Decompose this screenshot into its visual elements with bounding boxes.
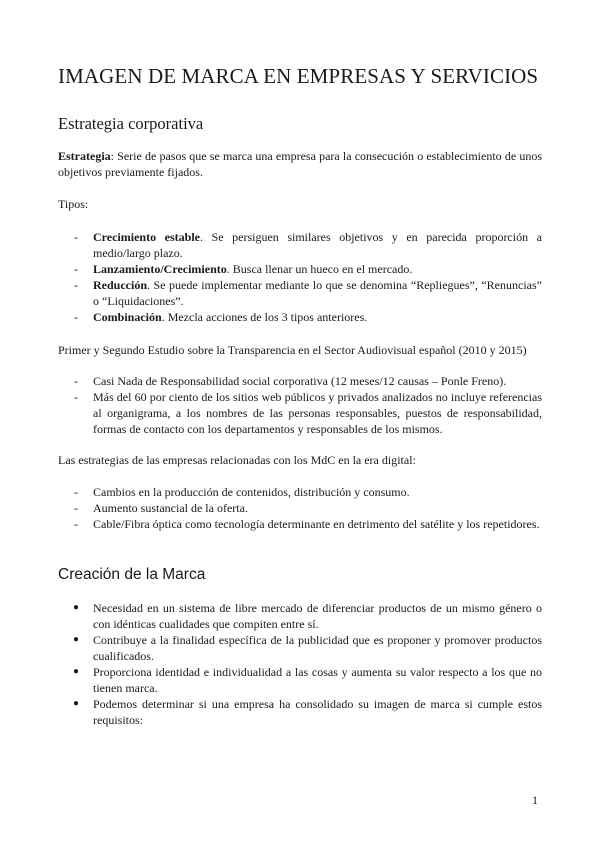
list-item [58, 309, 542, 325]
dash-marker: - [74, 517, 78, 531]
bullet-marker: ● [73, 698, 80, 709]
item-term: Combinación [93, 310, 162, 324]
list-item [58, 696, 542, 728]
definition-term: Estrategia [58, 149, 111, 163]
list-item [58, 516, 542, 532]
estudio-paragraph: Primer y Segundo Estudio sobre la Transparencia en el Sector Audiovisual español (2010 y 2015) [58, 343, 527, 357]
list-item [58, 632, 542, 664]
item-term: Crecimiento estable [93, 230, 200, 244]
definition-paragraph [58, 148, 542, 180]
creacion-list [58, 600, 542, 728]
item-term: Lanzamiento/Crecimiento [93, 262, 227, 276]
dash-marker: - [74, 310, 78, 324]
item-text: Necesidad en un sistema de libre mercado de diferenciar productos de un mismo género o con idénticas cualidades que compiten entre sí. [93, 601, 542, 631]
list-item [58, 229, 542, 261]
section-heading-creacion: Creación de la Marca [58, 566, 206, 583]
item-term: Reducción [93, 278, 147, 292]
dash-marker: - [74, 485, 78, 499]
dash-marker: - [74, 501, 78, 515]
list-item [58, 389, 542, 437]
item-text: Aumento sustancial de la oferta. [93, 501, 248, 515]
bullet-marker: ● [73, 634, 80, 645]
dash-marker: - [74, 278, 78, 292]
bullet-marker: ● [73, 602, 80, 613]
item-text: Cambios en la producción de contenidos, distribución y consumo. [93, 485, 410, 499]
item-text: Cable/Fibra óptica como tecnología determinante en detrimento del satélite y los repetidores. [93, 517, 540, 531]
list-item [58, 484, 542, 500]
dash-marker: - [74, 390, 78, 404]
list-item [58, 373, 542, 389]
estudio-list [58, 373, 542, 437]
document-title: IMAGEN DE MARCA EN EMPRESAS Y SERVICIOS [58, 64, 539, 88]
item-text: Contribuye a la finalidad específica de la publicidad que es proponer y promover productos cualificados. [93, 633, 542, 663]
item-text: . Busca llenar un hueco en el mercado. [226, 262, 413, 276]
definition-text: : Serie de pasos que se marca una empresa para la consecución o establecimiento de unos objetivos previamente fijados. [58, 149, 542, 179]
dash-marker: - [74, 262, 78, 276]
list-item [58, 277, 542, 309]
list-item [58, 500, 542, 516]
section-heading-estrategia: Estrategia corporativa [58, 114, 204, 133]
estrategias-list [58, 484, 542, 532]
item-text: Podemos determinar si una empresa ha consolidado su imagen de marca si cumple estos requisitos: [93, 697, 542, 727]
item-text: . Se persiguen similares objetivos y en parecida proporción a medio/largo plazo. [93, 230, 542, 260]
page-number: 1 [532, 793, 538, 807]
item-text: Proporciona identidad e individualidad a las cosas y aumenta su valor respecto a los que no tienen marca. [93, 665, 542, 695]
list-item [58, 664, 542, 696]
bullet-marker: ● [73, 666, 80, 677]
list-item [58, 261, 542, 277]
tipos-label: Tipos: [58, 197, 89, 211]
dash-marker: - [74, 374, 78, 388]
tipos-list [58, 229, 542, 325]
item-text: . Se puede implementar mediante lo que se denomina “Repliegues”, “Renuncias” o “Liquidaciones”. [93, 278, 542, 308]
list-item [58, 600, 542, 632]
item-text: Casi Nada de Responsabilidad social corporativa (12 meses/12 causas – Ponle Freno). [93, 374, 507, 388]
item-text: . Mezcla acciones de los 3 tipos anteriores. [161, 310, 368, 324]
dash-marker: - [74, 230, 78, 244]
estrategias-paragraph: Las estrategias de las empresas relacionadas con los MdC en la era digital: [58, 453, 416, 467]
item-text: Más del 60 por ciento de los sitios web públicos y privados analizados no incluye referencias al organigrama, a los nombres de las personas responsables, puestos de responsabilidad, formas de contacto con los departamentos y responsables de los mismos. [93, 390, 542, 436]
